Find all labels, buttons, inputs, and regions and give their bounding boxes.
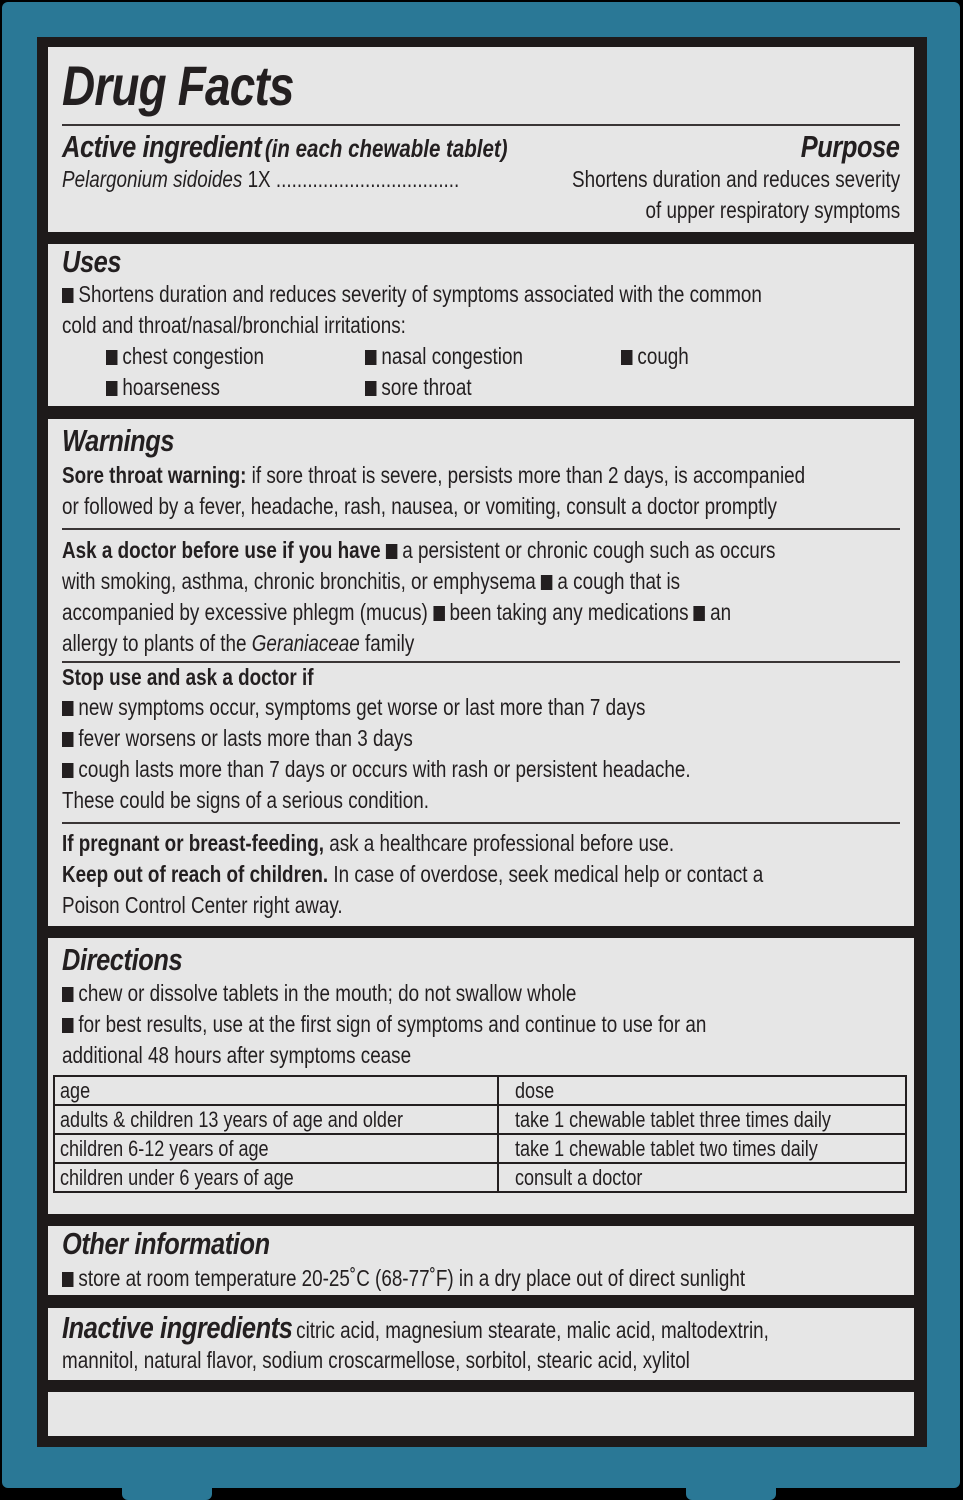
bullet-icon xyxy=(62,288,73,303)
ask-doctor-text: a cough that is xyxy=(557,568,681,594)
bullet-icon xyxy=(541,575,552,590)
ask-doctor-text: accompanied by excessive phlegm (mucus) xyxy=(62,599,428,625)
uses-item: sore throat xyxy=(381,374,472,400)
table-row xyxy=(54,1163,906,1192)
directions-item-2-cont: additional 48 hours after symptoms cease xyxy=(62,1042,412,1068)
bottom-tab-right xyxy=(686,1486,776,1500)
active-ingredient-panel xyxy=(48,47,914,232)
empty-panel xyxy=(48,1392,914,1436)
ask-doctor-text: with smoking, asthma, chronic bronchitis, or emphysema xyxy=(62,568,536,594)
children-text-2: Poison Control Center right away. xyxy=(62,892,343,918)
children-label: Keep out of reach of children. xyxy=(62,861,329,887)
purpose-line-1: Shortens duration and reduces severity xyxy=(571,166,900,192)
bullet-icon xyxy=(62,763,73,778)
warnings-panel xyxy=(48,419,914,926)
table-row xyxy=(54,1105,906,1134)
bullet-icon xyxy=(621,350,632,365)
bullet-icon xyxy=(386,544,397,559)
active-ingredient-note: (in each chewable tablet) xyxy=(264,135,508,163)
ask-doctor-label: Ask a doctor before use if you have xyxy=(62,537,381,563)
other-information-item: store at room temperature 20-25˚C (68-77˚F) in a dry place out of direct sunlight xyxy=(78,1265,746,1291)
sore-throat-text-2: or followed by a fever, headache, rash, nausea, or vomiting, consult a doctor promptly xyxy=(62,493,777,519)
table-header-dose: dose xyxy=(514,1077,554,1103)
sore-throat-text-1: if sore throat is severe, persists more than 2 days, is accompanied xyxy=(251,462,806,488)
stop-use-item: cough lasts more than 7 days or occurs with rash or persistent headache. xyxy=(78,756,691,782)
table-cell-dose: consult a doctor xyxy=(514,1164,643,1190)
table-cell-age: adults & children 13 years of age and older xyxy=(60,1106,403,1132)
table-header-age: age xyxy=(60,1077,91,1103)
bullet-icon xyxy=(106,381,117,396)
ingredient-strength: 1X xyxy=(247,166,271,192)
sore-throat-label: Sore throat warning: xyxy=(62,462,247,488)
pregnant-label: If pregnant or breast-feeding, xyxy=(62,830,324,856)
purpose-line-2: of upper respiratory symptoms xyxy=(645,197,900,223)
stop-use-item: fever worsens or lasts more than 3 days xyxy=(78,725,413,751)
bullet-icon xyxy=(62,732,73,747)
children-text-1: In case of overdose, seek medical help or contact a xyxy=(333,861,764,887)
ingredient-name: Pelargonium sidoides xyxy=(62,166,243,192)
directions-item-2: for best results, use at the first sign of symptoms and continue to use for an xyxy=(78,1011,707,1037)
geraniaceae-text: Geraniaceae xyxy=(251,630,360,656)
leader-dots: ................................... xyxy=(275,166,460,192)
bullet-icon xyxy=(365,381,376,396)
other-information-panel xyxy=(48,1226,914,1295)
uses-heading: Uses xyxy=(62,244,122,279)
active-ingredient-heading: Active ingredient xyxy=(62,129,262,164)
uses-item: nasal congestion xyxy=(381,343,523,369)
drug-facts-title: Drug Facts xyxy=(62,54,294,117)
inactive-ingredients-line-1: citric acid, magnesium stearate, malic acid, maltodextrin, xyxy=(296,1317,769,1343)
uses-intro-line-1: Shortens duration and reduces severity of symptoms associated with the common xyxy=(78,281,762,307)
ask-doctor-text: allergy to plants of the xyxy=(62,630,247,656)
bullet-icon xyxy=(694,606,705,621)
dosage-table xyxy=(53,1075,907,1193)
uses-intro-line-2: cold and throat/nasal/bronchial irritations: xyxy=(62,312,406,338)
table-row xyxy=(54,1134,906,1163)
uses-panel xyxy=(48,244,914,406)
inactive-ingredients-line-2: mannitol, natural flavor, sodium croscarmellose, sorbitol, stearic acid, xylitol xyxy=(62,1347,690,1373)
stop-use-item: new symptoms occur, symptoms get worse or last more than 7 days xyxy=(78,694,646,720)
directions-item-1: chew or dissolve tablets in the mouth; do not swallow whole xyxy=(78,980,577,1006)
uses-item: chest congestion xyxy=(122,343,264,369)
stop-use-footer: These could be signs of a serious condition. xyxy=(62,787,429,813)
stop-use-label: Stop use and ask a doctor if xyxy=(62,664,314,690)
bullet-icon xyxy=(106,350,117,365)
bottom-tab-left xyxy=(122,1486,212,1500)
ask-doctor-text: family xyxy=(365,630,415,656)
bullet-icon xyxy=(365,350,376,365)
inactive-ingredients-panel xyxy=(48,1308,914,1380)
table-cell-age: children under 6 years of age xyxy=(60,1164,294,1190)
table-cell-dose: take 1 chewable tablet two times daily xyxy=(514,1135,818,1161)
bullet-icon xyxy=(62,701,73,716)
uses-item: hoarseness xyxy=(122,374,220,400)
bullet-icon xyxy=(62,987,73,1002)
bullet-icon xyxy=(433,606,444,621)
ask-doctor-text: been taking any medications xyxy=(449,599,689,625)
other-information-heading: Other information xyxy=(62,1226,270,1261)
purpose-heading: Purpose xyxy=(801,129,900,164)
warnings-divider xyxy=(62,528,900,530)
ask-doctor-text: an xyxy=(710,599,732,625)
directions-panel xyxy=(48,938,914,1214)
table-header-row xyxy=(54,1076,906,1105)
pregnant-text: ask a healthcare professional before use. xyxy=(329,830,675,856)
bullet-icon xyxy=(62,1018,73,1033)
warnings-divider xyxy=(62,822,900,824)
title-divider xyxy=(62,124,900,126)
directions-heading: Directions xyxy=(62,942,183,977)
table-cell-age: children 6-12 years of age xyxy=(60,1135,269,1161)
uses-item: cough xyxy=(637,343,689,369)
table-cell-dose: take 1 chewable tablet three times daily xyxy=(514,1106,831,1132)
bullet-icon xyxy=(62,1272,73,1287)
ask-doctor-text: a persistent or chronic cough such as occurs xyxy=(402,537,776,563)
inactive-ingredients-heading: Inactive ingredients xyxy=(62,1310,293,1345)
warnings-heading: Warnings xyxy=(62,423,175,458)
